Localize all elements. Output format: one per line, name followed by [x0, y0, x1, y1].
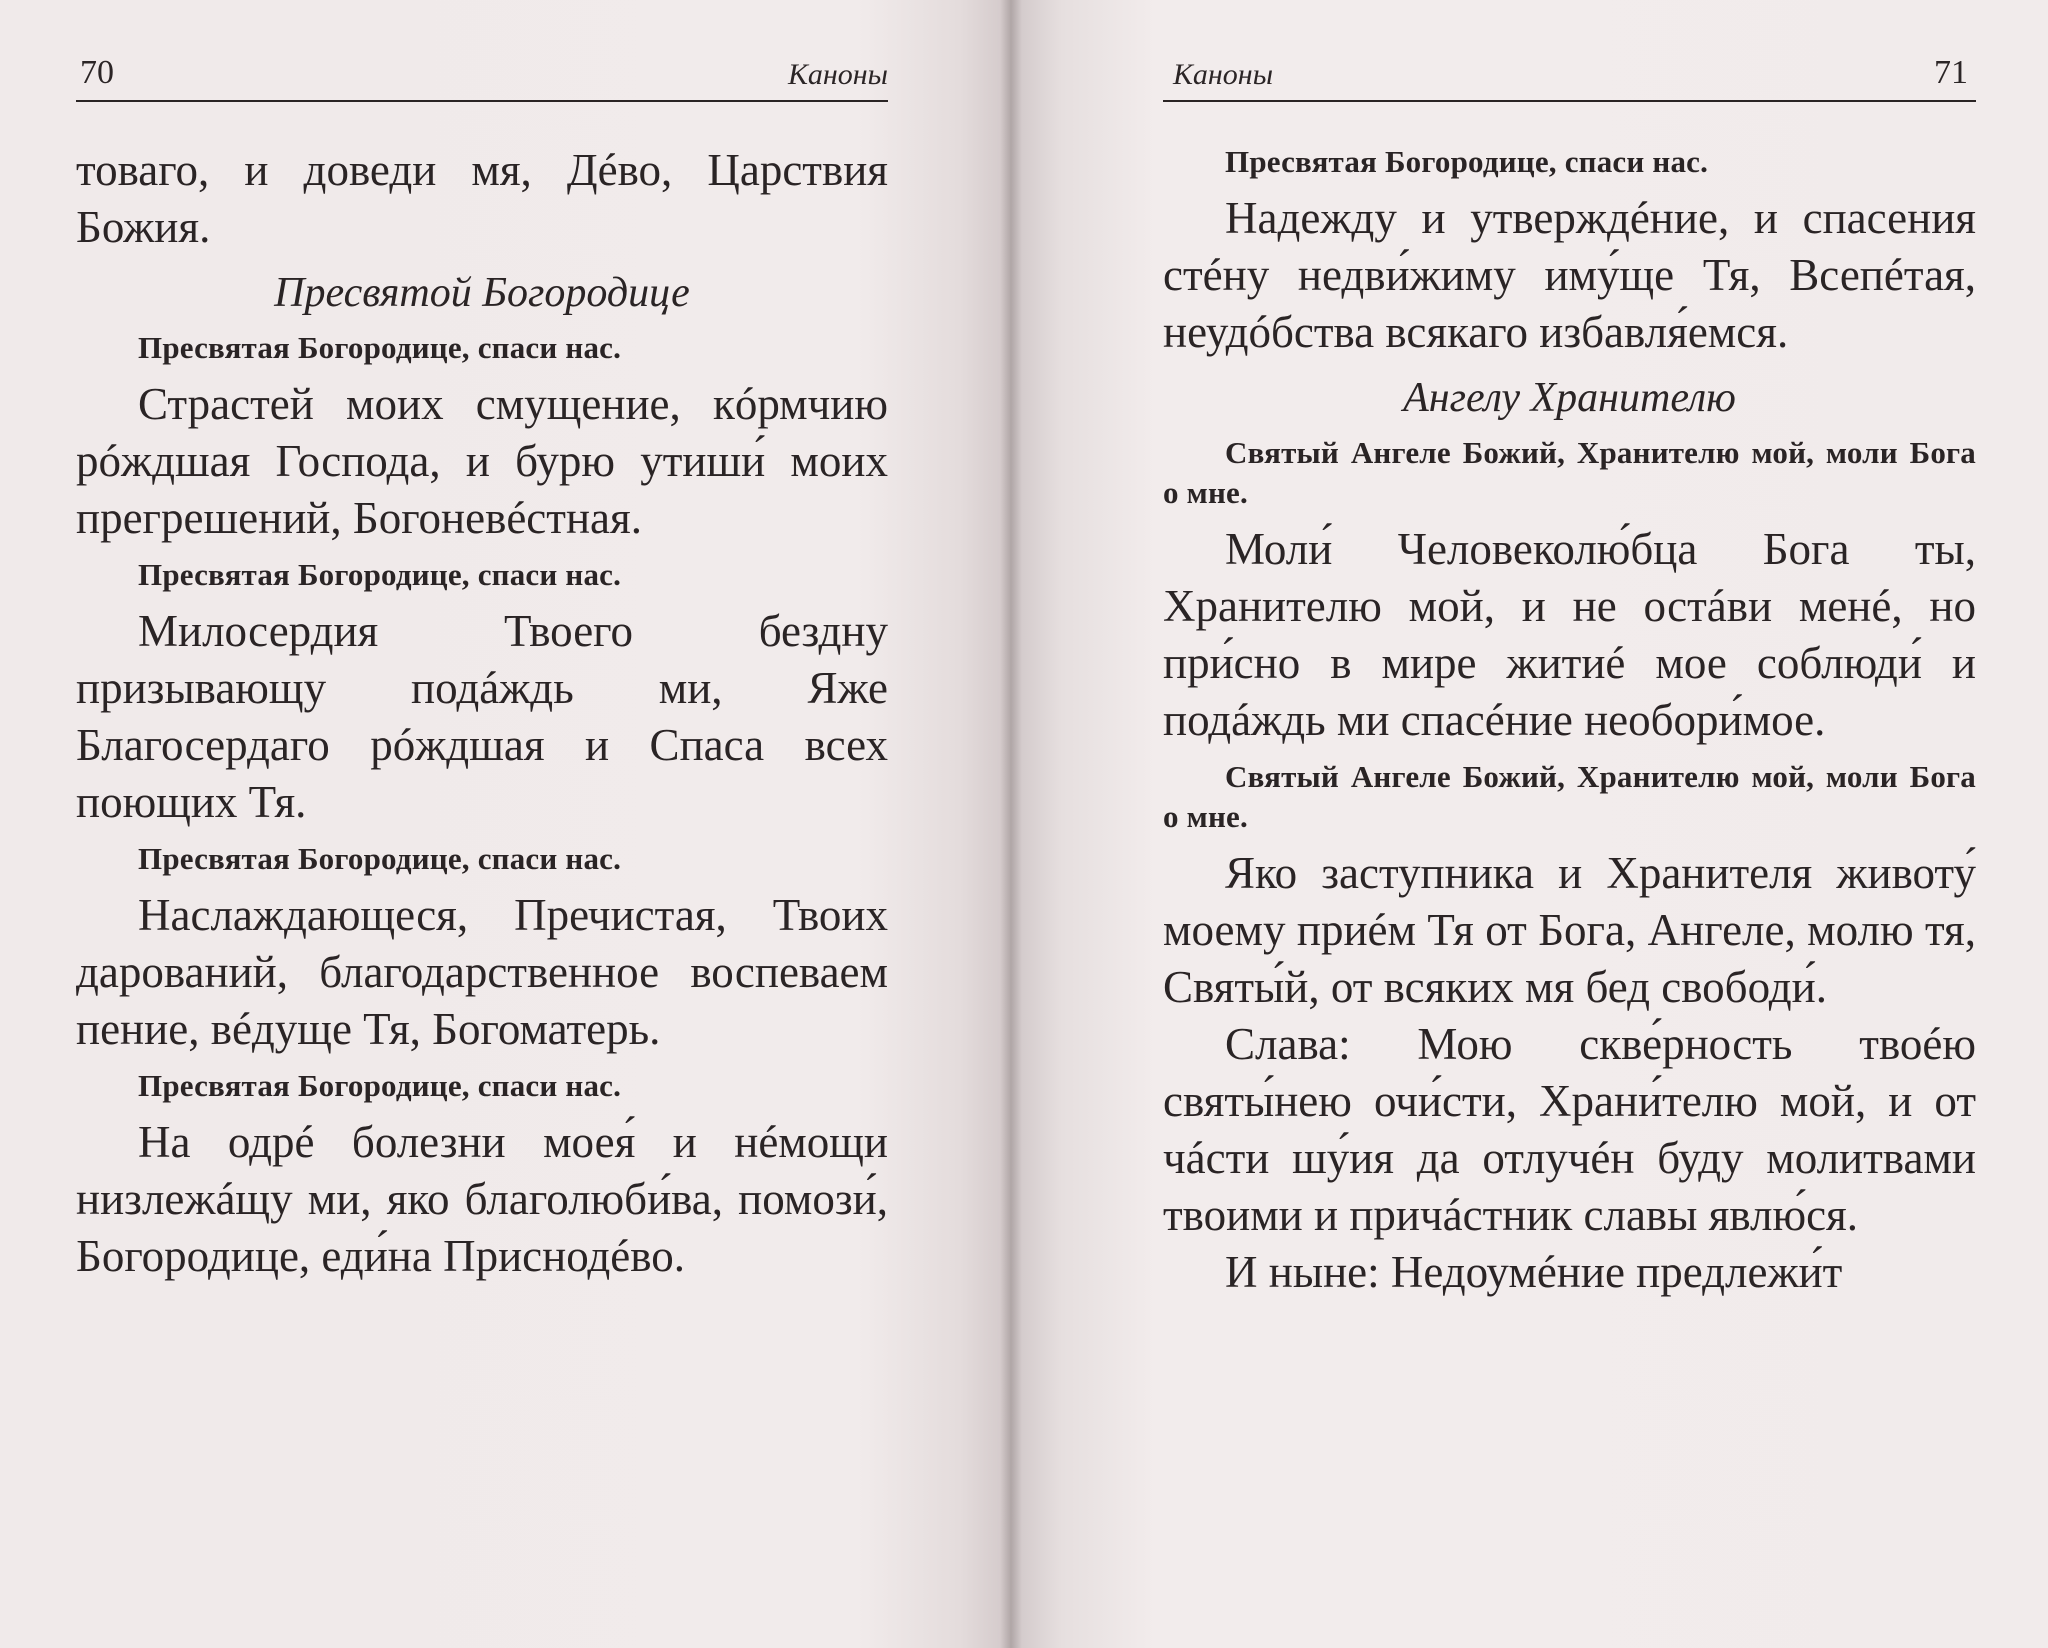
right-page — [1010, 0, 2048, 1648]
troparion-paragraph: Надежду и утверждéние, и спасения стéну недви́жиму иму́ще Тя, Всепéтая, неудóбства всякаго избавля́емся. — [1163, 193, 1976, 357]
troparion-paragraph: Страстей моих смущение, кóрмчию рóждшая Господа, и бурю утиши́ моих прегрешений, Богоневéстная. — [76, 379, 888, 543]
right-running-head — [1163, 52, 1976, 102]
left-running-head — [76, 52, 888, 102]
troparion-paragraph: Моли́ Человеколю́бца Бога ты, Хранителю мой, и не остáви менé, но при́сно в мире житиé мое соблюди́ и подáждь ми спасéние необори́мое. — [1163, 524, 1976, 745]
page-number: 70 — [80, 54, 114, 91]
section-heading: Пресвятой Богородице — [274, 270, 690, 316]
troparion-paragraph: Милосердия Твоего бездну призывающу подáждь ми, Яже Благосердаго рóждшая и Спаса всех поющих Тя. — [76, 606, 888, 827]
running-title: Каноны — [1173, 58, 1274, 91]
left-page-text — [76, 142, 888, 1285]
left-page — [0, 0, 1010, 1648]
right-page-text — [1163, 142, 1976, 1301]
section-heading: Ангелу Хранителю — [1403, 375, 1736, 421]
refrain: Пресвятая Богородице, спаси нас. — [138, 330, 622, 365]
troparion-paragraph: На одрé болезни моея́ и нéмощи низлежáщу ми, яко благолюби́ва, помози́, Богородице, еди́на Приснодéво. — [76, 1117, 888, 1281]
running-title: Каноны — [787, 58, 888, 91]
i-nyne-paragraph: И ныне: Недоумéние предлежи́т — [1225, 1247, 1843, 1297]
troparion-paragraph: Яко заступника и Хранителя животу́ моему приéм Тя от Бога, Ангеле, молю тя, Святы́й, от всяких мя бед свободи́. — [1163, 848, 1976, 1012]
troparion-paragraph: Наслаждающеся, Пречистая, Твоих дарований, благодарственное воспеваем пение, вéдуще Тя, Богоматерь. — [76, 890, 888, 1054]
refrain: Пресвятая Богородице, спаси нас. — [138, 1068, 622, 1103]
book-gutter — [1000, 0, 1022, 1648]
continuation-paragraph: товаго, и доведи мя, Дéво, Царствия Божия. — [76, 145, 888, 252]
slava-paragraph: Слава: Мою скве́рность твоéю святы́нею очи́сти, Храни́телю мой, и от чáсти шу́ия да отлучéн буду молитвами твоими и причáстник славы явлю́ся. — [1163, 1019, 1976, 1240]
page-number: 71 — [1934, 54, 1968, 91]
refrain: Пресвятая Богородице, спаси нас. — [138, 557, 622, 592]
refrain: Пресвятая Богородице, спаси нас. — [138, 841, 622, 876]
refrain: Святый Ангеле Божий, Хранителю мой, моли Бога о мне. — [1163, 435, 1976, 510]
refrain: Пресвятая Богородице, спаси нас. — [1225, 144, 1709, 179]
refrain: Святый Ангеле Божий, Хранителю мой, моли Бога о мне. — [1163, 759, 1976, 834]
